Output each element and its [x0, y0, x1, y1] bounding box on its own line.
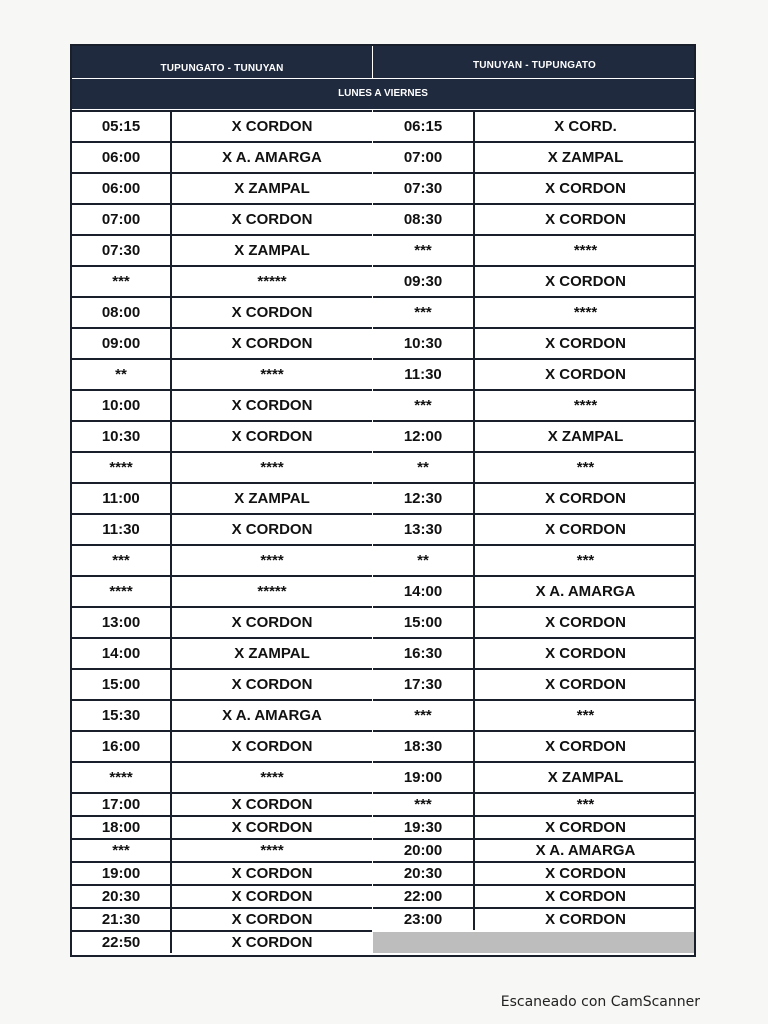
- departure-time: 10:00: [72, 391, 172, 420]
- right-row: [373, 861, 696, 884]
- departure-time: 18:00: [72, 817, 172, 838]
- departure-time: 06:15: [373, 112, 475, 141]
- route-via: X CORDON: [231, 521, 313, 538]
- departure-time: **: [373, 453, 475, 482]
- route-via: X A. AMARGA: [535, 583, 636, 600]
- departure-time: 07:00: [373, 143, 475, 172]
- departure-time: 07:30: [373, 174, 475, 203]
- route-via: X CORDON: [231, 911, 313, 928]
- route-via: X CORDON: [231, 796, 313, 813]
- route-via: X CORDON: [231, 614, 313, 631]
- route-via: X CORDON: [545, 645, 626, 662]
- right-row: [373, 110, 696, 141]
- right-row: [373, 730, 696, 761]
- right-row: [373, 327, 696, 358]
- departure-time: 10:30: [373, 329, 475, 358]
- route-via: X A. AMARGA: [222, 707, 322, 724]
- right-row: [373, 141, 696, 172]
- departure-time: 09:00: [72, 329, 172, 358]
- departure-time: 07:30: [72, 236, 172, 265]
- departure-time: ***: [373, 794, 475, 815]
- route-via: ****: [260, 459, 284, 476]
- route-via: ****: [260, 842, 284, 859]
- departure-time: ***: [72, 546, 172, 575]
- direction-header: [72, 46, 694, 78]
- route-via: X CORDON: [231, 865, 313, 882]
- route-via: ***: [576, 796, 595, 813]
- route-via: X CORDON: [545, 676, 626, 693]
- route-via: X ZAMPAL: [234, 242, 310, 259]
- route-via: X A. AMARGA: [222, 149, 322, 166]
- route-via: X A. AMARGA: [535, 842, 636, 859]
- departure-time: 12:00: [373, 422, 475, 451]
- departure-time: ****: [72, 453, 172, 482]
- departure-time: 14:00: [72, 639, 172, 668]
- departure-time: 08:30: [373, 205, 475, 234]
- route-via: X ZAMPAL: [234, 645, 310, 662]
- left-row: [72, 761, 372, 792]
- right-row: [373, 358, 696, 389]
- right-row: [373, 792, 696, 815]
- route-via: X CORDON: [545, 180, 626, 197]
- left-row: [72, 838, 372, 861]
- route-via: X CORDON: [231, 819, 313, 836]
- right-row: [373, 907, 696, 930]
- departure-time: 19:00: [72, 863, 172, 884]
- left-row: [72, 265, 372, 296]
- departure-time: 22:00: [373, 886, 475, 907]
- departure-time: 06:00: [72, 174, 172, 203]
- departure-time: 11:30: [72, 515, 172, 544]
- departure-time: 16:30: [373, 639, 475, 668]
- route-via: X CORDON: [231, 211, 313, 228]
- direction-tupungato-tunuyan: TUPUNGATO - TUNUYAN: [72, 46, 373, 78]
- departure-time: ***: [373, 391, 475, 420]
- left-row: [72, 513, 372, 544]
- departure-time: 12:30: [373, 484, 475, 513]
- departure-time: ***: [373, 236, 475, 265]
- departure-time: **: [72, 360, 172, 389]
- left-row: [72, 358, 372, 389]
- route-via: *****: [257, 273, 287, 290]
- left-row: [72, 907, 372, 930]
- left-row: [72, 575, 372, 606]
- route-via: X CORDON: [545, 521, 626, 538]
- departure-time: 17:00: [72, 794, 172, 815]
- route-via: X CORDON: [231, 397, 313, 414]
- departure-time: 06:00: [72, 143, 172, 172]
- route-via: X CORDON: [545, 614, 626, 631]
- route-via: X CORDON: [545, 888, 626, 905]
- departure-time: ***: [373, 298, 475, 327]
- departure-time: ****: [72, 763, 172, 792]
- right-row: [373, 203, 696, 234]
- route-via: X CORDON: [545, 819, 626, 836]
- left-row: [72, 389, 372, 420]
- route-via: X CORDON: [545, 490, 626, 507]
- route-via: X ZAMPAL: [547, 769, 624, 786]
- route-via: X ZAMPAL: [547, 428, 624, 445]
- departure-time: 09:30: [373, 267, 475, 296]
- left-row: [72, 110, 372, 141]
- route-via: ****: [260, 366, 284, 383]
- right-row: [373, 513, 696, 544]
- route-via: X CORDON: [545, 211, 626, 228]
- left-row: [72, 327, 372, 358]
- route-via: ***: [576, 552, 595, 569]
- route-via: X ZAMPAL: [547, 149, 624, 166]
- left-row: [72, 296, 372, 327]
- route-via: X CORDON: [231, 934, 313, 951]
- left-row: [72, 637, 372, 668]
- departure-time: 14:00: [373, 577, 475, 606]
- route-via: ****: [260, 552, 284, 569]
- departure-time: **: [373, 546, 475, 575]
- right-row: [373, 637, 696, 668]
- left-row: [72, 668, 372, 699]
- right-row: [373, 389, 696, 420]
- left-row: [72, 699, 372, 730]
- route-via: X CORDON: [231, 118, 313, 135]
- departure-time: 23:00: [373, 909, 475, 930]
- bus-schedule-table: [70, 44, 696, 957]
- left-row: [72, 141, 372, 172]
- right-row: [373, 838, 696, 861]
- empty-cell-fill: [373, 932, 694, 953]
- left-row: [72, 172, 372, 203]
- right-row: [373, 575, 696, 606]
- right-row: [373, 234, 696, 265]
- departure-time: 11:30: [373, 360, 475, 389]
- right-row: [373, 884, 696, 907]
- right-row: [373, 451, 696, 482]
- right-row: [373, 296, 696, 327]
- route-via: X CORDON: [545, 738, 626, 755]
- departure-time: 13:00: [72, 608, 172, 637]
- departure-time: ***: [72, 267, 172, 296]
- departure-time: 07:00: [72, 205, 172, 234]
- route-via: *****: [257, 583, 287, 600]
- direction-tunuyan-tupungato: TUNUYAN - TUPUNGATO: [472, 60, 597, 71]
- left-row: [72, 792, 372, 815]
- departure-time: 15:00: [373, 608, 475, 637]
- left-row: [72, 420, 372, 451]
- left-row: [72, 815, 372, 838]
- left-row: [72, 544, 372, 575]
- departure-time: ***: [373, 701, 475, 730]
- departure-time: ****: [72, 577, 172, 606]
- right-row: [373, 606, 696, 637]
- right-row: [373, 172, 696, 203]
- route-via: X CORD.: [554, 118, 617, 135]
- departure-time: 19:30: [373, 817, 475, 838]
- route-via: X ZAMPAL: [234, 180, 310, 197]
- right-row: [373, 815, 696, 838]
- left-row: [72, 234, 372, 265]
- departure-time: 15:30: [72, 701, 172, 730]
- left-row: [72, 930, 372, 953]
- departure-time: 10:30: [72, 422, 172, 451]
- departure-time: 08:00: [72, 298, 172, 327]
- departure-time: 05:15: [72, 112, 172, 141]
- route-via: ***: [576, 707, 595, 724]
- left-row: [72, 884, 372, 907]
- route-via: X CORDON: [545, 273, 626, 290]
- route-via: X CORDON: [545, 865, 626, 882]
- route-via: ****: [573, 304, 598, 321]
- route-via: X CORDON: [231, 335, 313, 352]
- route-via: X CORDON: [231, 428, 313, 445]
- right-row: [373, 482, 696, 513]
- departure-time: 13:30: [373, 515, 475, 544]
- route-via: X CORDON: [231, 676, 313, 693]
- route-via: ****: [260, 769, 284, 786]
- left-row: [72, 730, 372, 761]
- route-via: X ZAMPAL: [234, 490, 310, 507]
- route-via: ****: [573, 242, 598, 259]
- departure-time: 21:30: [72, 909, 172, 930]
- route-via: ***: [576, 459, 595, 476]
- departure-time: 17:30: [373, 670, 475, 699]
- departure-time: 20:30: [373, 863, 475, 884]
- departure-time: 20:00: [373, 840, 475, 861]
- right-row: [373, 544, 696, 575]
- route-via: X CORDON: [545, 335, 626, 352]
- scanner-watermark: Escaneado con CamScanner: [500, 994, 700, 1010]
- route-via: X CORDON: [231, 738, 313, 755]
- departure-time: 15:00: [72, 670, 172, 699]
- route-via: ****: [573, 397, 598, 414]
- departure-time: 16:00: [72, 732, 172, 761]
- departure-time: 11:00: [72, 484, 172, 513]
- left-row: [72, 482, 372, 513]
- right-row: [373, 265, 696, 296]
- left-row: [72, 203, 372, 234]
- departure-time: 18:30: [373, 732, 475, 761]
- days-header: LUNES A VIERNES: [72, 79, 694, 109]
- left-row: [72, 861, 372, 884]
- route-via: X CORDON: [545, 366, 626, 383]
- right-row: [373, 668, 696, 699]
- right-row: [373, 420, 696, 451]
- departure-time: 20:30: [72, 886, 172, 907]
- departure-time: 22:50: [72, 932, 172, 953]
- right-row: [373, 699, 696, 730]
- route-via: X CORDON: [231, 888, 313, 905]
- right-row: [373, 761, 696, 792]
- route-via: X CORDON: [231, 304, 313, 321]
- left-row: [72, 606, 372, 637]
- departure-time: ***: [72, 840, 172, 861]
- left-row: [72, 451, 372, 482]
- route-via: X CORDON: [545, 911, 626, 928]
- departure-time: 19:00: [373, 763, 475, 792]
